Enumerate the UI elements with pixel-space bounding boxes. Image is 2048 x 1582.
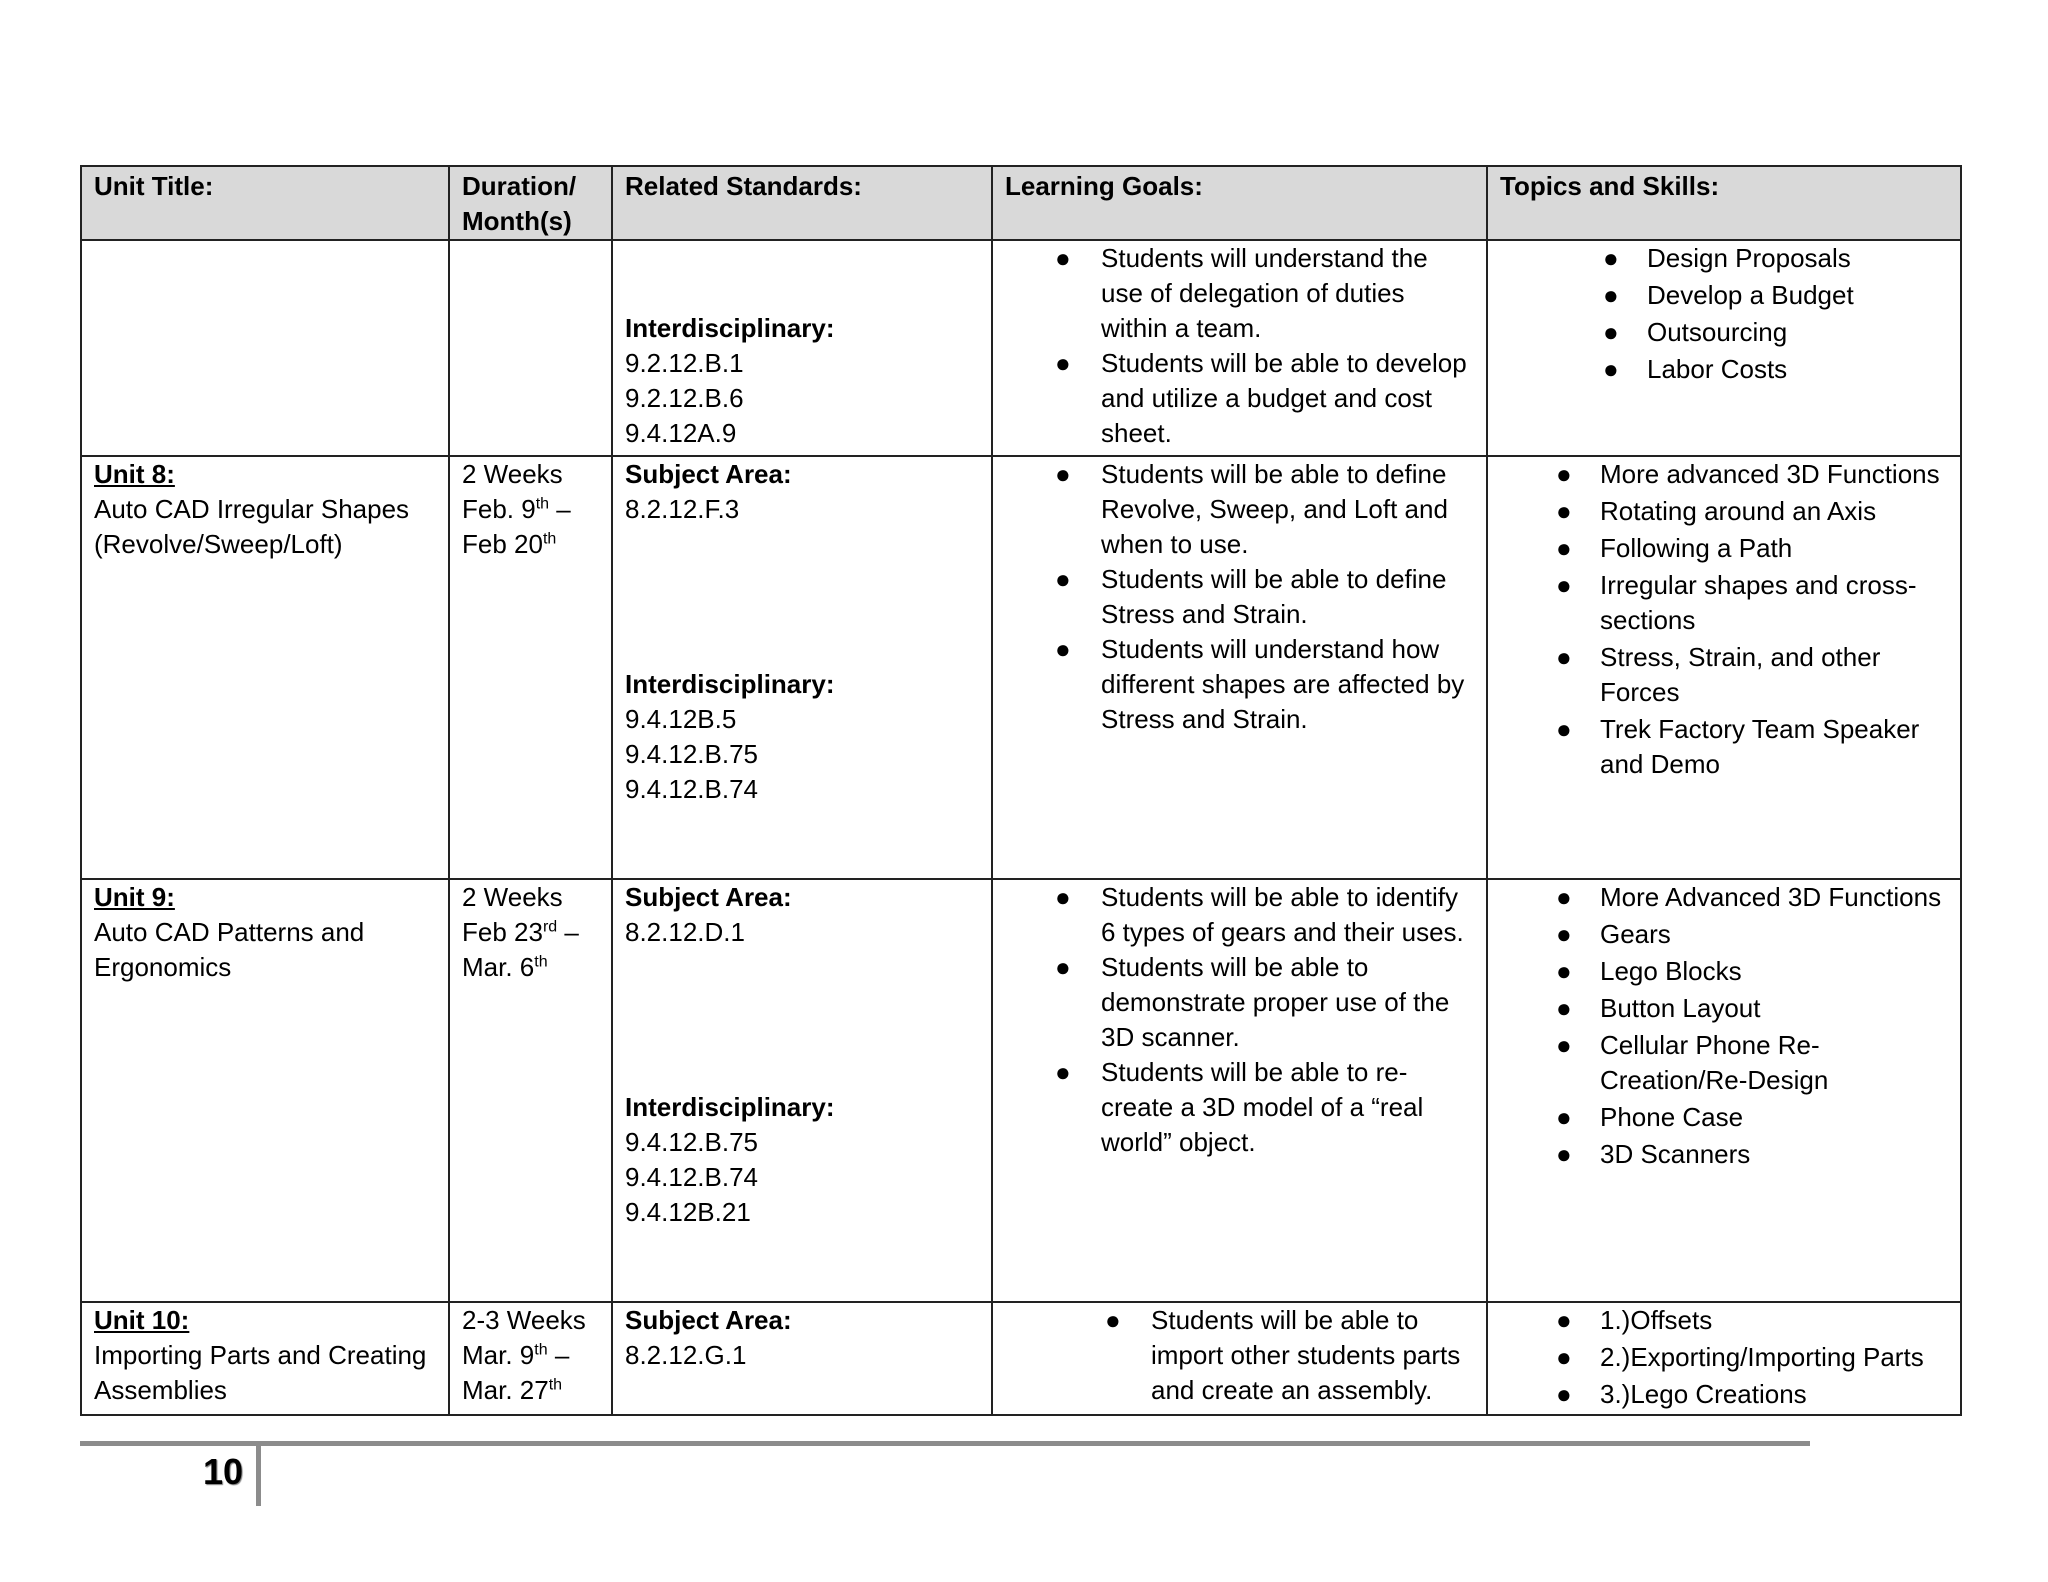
goals-cell xyxy=(992,456,1487,879)
start-date: Feb 23 xyxy=(462,917,543,947)
list-item xyxy=(1500,991,1948,1026)
list-item xyxy=(1500,457,1948,492)
subject-area-label: Subject Area: xyxy=(625,459,792,489)
list-item xyxy=(1500,880,1948,915)
bullet-icon: ● xyxy=(1556,882,1572,912)
footer-rule xyxy=(80,1441,1810,1446)
interdisciplinary-label: Interdisciplinary: xyxy=(625,1092,835,1122)
bullet-icon: ● xyxy=(1055,348,1071,378)
topics-cell xyxy=(1487,1302,1961,1415)
bullet-icon: ● xyxy=(1055,243,1071,273)
topic-text: Trek Factory Team Speaker and Demo xyxy=(1600,714,1920,779)
duration-cell xyxy=(449,879,612,1302)
interdisciplinary-label: Interdisciplinary: xyxy=(625,669,835,699)
standard-code: 8.2.12.G.1 xyxy=(625,1340,747,1370)
list-item xyxy=(1005,241,1474,346)
duration-cell xyxy=(449,240,612,456)
list-item xyxy=(1500,241,1948,276)
bullet-icon: ● xyxy=(1556,1139,1572,1169)
unit-title: Auto CAD Patterns and Ergonomics xyxy=(94,917,365,982)
duration-cell xyxy=(449,456,612,879)
header-standards: Related Standards: xyxy=(612,166,992,240)
standard-code: 8.2.12.F.3 xyxy=(625,494,740,524)
goals-cell xyxy=(992,1302,1487,1415)
topics-cell xyxy=(1487,240,1961,456)
curriculum-table xyxy=(80,165,1962,1416)
header-unit-title: Unit Title: xyxy=(81,166,449,240)
bullet-icon: ● xyxy=(1055,1057,1071,1087)
bullet-icon: ● xyxy=(1055,459,1071,489)
topic-text: Following a Path xyxy=(1600,533,1793,563)
topic-text: Phone Case xyxy=(1600,1102,1744,1132)
page-number: 10 xyxy=(203,1451,244,1492)
goal-text: Students will be able to identify 6 types of gears and their uses. xyxy=(1101,882,1464,947)
header-goals: Learning Goals: xyxy=(992,166,1487,240)
goal-text: Students will be able to define Revolve, Sweep, and Loft and when to use. xyxy=(1101,459,1448,559)
duration-cell xyxy=(449,1302,612,1415)
standard-code: 9.4.12.B.75 xyxy=(625,739,758,769)
table-row xyxy=(81,240,1961,456)
duration-end xyxy=(462,1373,599,1408)
table-row xyxy=(81,879,1961,1302)
goal-text: Students will be able to develop and utilize a budget and cost sheet. xyxy=(1101,348,1467,448)
date-suffix: th xyxy=(534,1341,548,1359)
list-item xyxy=(1500,954,1948,989)
bullet-icon: ● xyxy=(1556,1030,1572,1060)
topic-text: More Advanced 3D Functions xyxy=(1600,882,1942,912)
unit-title: Auto CAD Irregular Shapes (Revolve/Sweep/Loft) xyxy=(94,494,410,559)
standard-code: 9.2.12.B.1 xyxy=(625,348,744,378)
standard-code: 8.2.12.D.1 xyxy=(625,917,745,947)
bullet-icon: ● xyxy=(1556,1379,1572,1409)
goal-text: Students will be able to define Stress and Strain. xyxy=(1101,564,1447,629)
topic-text: 3D Scanners xyxy=(1600,1139,1751,1169)
topic-text: Develop a Budget xyxy=(1647,280,1854,310)
list-item xyxy=(1500,1137,1948,1172)
standard-code: 9.4.12.B.75 xyxy=(625,1127,758,1157)
list-item xyxy=(1500,917,1948,952)
list-item xyxy=(1500,1303,1948,1338)
bullet-icon: ● xyxy=(1055,564,1071,594)
duration-start: Feb. 9th – xyxy=(462,494,571,524)
unit-title-cell xyxy=(81,240,449,456)
date-suffix: th xyxy=(534,953,548,971)
goal-text: Students will be able to re-create a 3D model of a “real world” object. xyxy=(1101,1057,1424,1157)
list-item xyxy=(1005,562,1474,632)
start-date: Feb. 9 xyxy=(462,494,536,524)
list-item xyxy=(1500,1028,1948,1098)
end-date: Mar. 6 xyxy=(462,952,535,982)
bullet-icon: ● xyxy=(1556,956,1572,986)
bullet-icon: ● xyxy=(1556,714,1572,744)
list-item xyxy=(1005,346,1474,451)
list-item xyxy=(1500,352,1948,387)
bullet-icon: ● xyxy=(1055,634,1071,664)
standards-cell xyxy=(612,1302,992,1415)
list-item xyxy=(1500,1340,1948,1375)
duration-end xyxy=(462,527,599,562)
standards-cell xyxy=(612,240,992,456)
interdisciplinary-label: Interdisciplinary: xyxy=(625,313,835,343)
bullet-icon: ● xyxy=(1603,243,1619,273)
topics-cell xyxy=(1487,879,1961,1302)
topic-text: Rotating around an Axis xyxy=(1600,496,1877,526)
bullet-icon: ● xyxy=(1556,459,1572,489)
unit-label: Unit 8: xyxy=(94,459,175,489)
standard-code: 9.4.12B.5 xyxy=(625,704,737,734)
list-item xyxy=(1005,880,1474,950)
start-date: Mar. 9 xyxy=(462,1340,535,1370)
list-item xyxy=(1005,1055,1474,1160)
topic-text: Cellular Phone Re-Creation/Re-Design xyxy=(1600,1030,1829,1095)
table-row xyxy=(81,456,1961,879)
bullet-icon: ● xyxy=(1603,280,1619,310)
unit-title: Importing Parts and Creating Assemblies xyxy=(94,1340,427,1405)
topic-text: Design Proposals xyxy=(1647,243,1851,273)
duration-weeks: 2 Weeks xyxy=(462,459,563,489)
list-item xyxy=(1500,1100,1948,1135)
topic-text: 2.)Exporting/Importing Parts xyxy=(1600,1342,1924,1372)
bullet-icon: ● xyxy=(1105,1305,1121,1335)
bullet-icon: ● xyxy=(1556,533,1572,563)
header-topics: Topics and Skills: xyxy=(1487,166,1961,240)
date-suffix: th xyxy=(542,530,557,548)
topic-text: Labor Costs xyxy=(1647,354,1788,384)
topic-text: 3.)Lego Creations xyxy=(1600,1379,1807,1409)
list-item xyxy=(1500,640,1948,710)
topic-text: Gears xyxy=(1600,919,1671,949)
bullet-icon: ● xyxy=(1556,1342,1572,1372)
list-item xyxy=(1500,315,1948,350)
bullet-icon: ● xyxy=(1055,952,1071,982)
table-row xyxy=(81,1302,1961,1415)
end-date: Mar. 27 xyxy=(462,1375,549,1405)
bullet-icon: ● xyxy=(1055,882,1071,912)
subject-area-label: Subject Area: xyxy=(625,1305,792,1335)
list-item xyxy=(1500,278,1948,313)
goal-text: Students will be able to import other students parts and create an assembly. xyxy=(1151,1305,1461,1405)
list-item xyxy=(1005,950,1474,1055)
standard-code: 9.2.12.B.6 xyxy=(625,383,744,413)
list-item xyxy=(1500,568,1948,638)
list-item xyxy=(1500,494,1948,529)
bullet-icon: ● xyxy=(1556,642,1572,672)
bullet-icon: ● xyxy=(1556,993,1572,1023)
duration-start: Feb 23rd – xyxy=(462,917,579,947)
list-item xyxy=(1005,1303,1474,1408)
unit-title-cell xyxy=(81,456,449,879)
goals-cell xyxy=(992,879,1487,1302)
date-suffix: rd xyxy=(542,918,558,936)
duration-start: Mar. 9th – xyxy=(462,1340,570,1370)
header-row xyxy=(81,166,1961,240)
topic-text: Lego Blocks xyxy=(1600,956,1742,986)
topic-text: Irregular shapes and cross-sections xyxy=(1600,570,1917,635)
date-suffix: th xyxy=(548,1376,563,1394)
topic-text: 1.)Offsets xyxy=(1600,1305,1713,1335)
unit-label: Unit 9: xyxy=(94,882,175,912)
bullet-icon: ● xyxy=(1556,1102,1572,1132)
duration-weeks: 2 Weeks xyxy=(462,882,563,912)
list-item xyxy=(1005,632,1474,737)
bullet-icon: ● xyxy=(1603,317,1619,347)
unit-title-cell xyxy=(81,1302,449,1415)
header-duration: Duration/ Month(s) xyxy=(449,166,612,240)
page-number-divider xyxy=(256,1446,261,1506)
standard-code: 9.4.12A.9 xyxy=(625,418,737,448)
list-item xyxy=(1005,457,1474,562)
goal-text: Students will understand the use of delegation of duties within a team. xyxy=(1101,243,1428,343)
bullet-icon: ● xyxy=(1556,496,1572,526)
unit-label: Unit 10: xyxy=(94,1305,190,1335)
bullet-icon: ● xyxy=(1603,354,1619,384)
duration-end xyxy=(462,950,599,985)
duration-weeks: 2-3 Weeks xyxy=(462,1305,586,1335)
standard-code: 9.4.12.B.74 xyxy=(625,1162,758,1192)
list-item xyxy=(1500,531,1948,566)
topic-text: Button Layout xyxy=(1600,993,1761,1023)
standards-cell xyxy=(612,456,992,879)
list-item xyxy=(1500,1377,1948,1412)
end-date: Feb 20 xyxy=(462,529,543,559)
bullet-icon: ● xyxy=(1556,570,1572,600)
bullet-icon: ● xyxy=(1556,1305,1572,1335)
list-item xyxy=(1500,712,1948,782)
date-suffix: th xyxy=(535,495,550,513)
topic-text: Outsourcing xyxy=(1647,317,1788,347)
standards-cell xyxy=(612,879,992,1302)
goals-cell xyxy=(992,240,1487,456)
unit-title-cell xyxy=(81,879,449,1302)
subject-area-label: Subject Area: xyxy=(625,882,792,912)
goal-text: Students will understand how different shapes are affected by Stress and Strain. xyxy=(1101,634,1465,734)
standard-code: 9.4.12.B.74 xyxy=(625,774,758,804)
standard-code: 9.4.12B.21 xyxy=(625,1197,751,1227)
goal-text: Students will be able to demonstrate proper use of the 3D scanner. xyxy=(1101,952,1450,1052)
topic-text: More advanced 3D Functions xyxy=(1600,459,1940,489)
topics-cell xyxy=(1487,456,1961,879)
topic-text: Stress, Strain, and other Forces xyxy=(1600,642,1881,707)
bullet-icon: ● xyxy=(1556,919,1572,949)
